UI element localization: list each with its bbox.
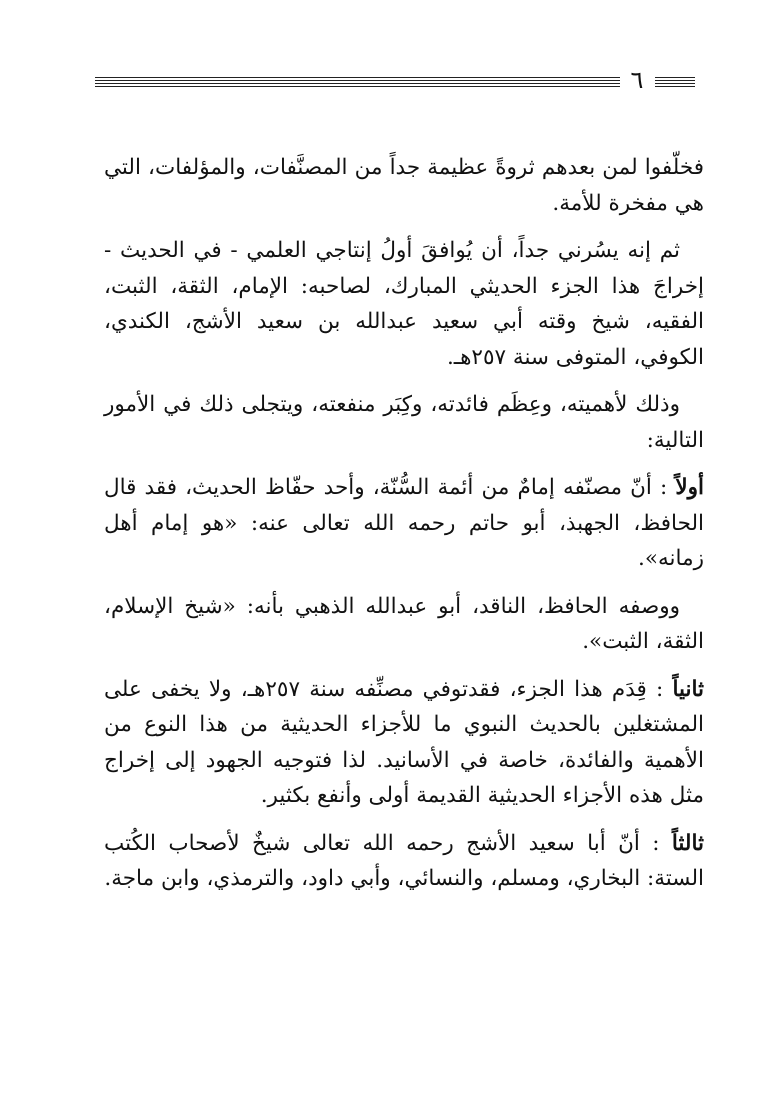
- paragraph-2: [104, 233, 704, 375]
- paragraph-lead: ثالثاً: [671, 830, 704, 856]
- header-rule-short: [655, 77, 695, 87]
- paragraph-text: : أنّ أبا سعيد الأشج رحمه الله تعالى شيخٌ لأصحاب الكُتب الستة: البخاري، ومسلم، والنسائي، وأبي داود، والترمذي، وابن ماجة.: [104, 830, 704, 891]
- paragraph-text: ووصفه الحافظ، الناقد، أبو عبدالله الذهبي بأنه: «شيخ الإسلام، الثقة، الثبت».: [104, 593, 704, 654]
- paragraph-1: [104, 150, 704, 221]
- paragraph-text: ثم إنه يسُرني جداً، أن يُوافقَ أولُ إنتاجي العلمي - في الحديث - إخراجَ هذا الجزء الحديثي المبارك، لصاحبه: الإمام، الثقة، الثبت، الفقيه، شيخ وقته أبي سعيد عبدالله بن سعيد الأشج، الكندي، الكوفي، المتوفى سنة ٢٥٧هـ.: [104, 238, 704, 370]
- paragraph-4: [104, 470, 704, 577]
- paragraph-3: [104, 387, 704, 458]
- paragraph-text: : أنّ مصنّفه إمامٌ من أئمة السُّنّة، وأحد حفّاظ الحديث، فقد قال الحافظ، الجهبذ، أبو حاتم رحمه الله تعالى عنه: «هو إمام أهل زمانه».: [104, 475, 704, 571]
- paragraph-text: فخلّفوا لمن بعدهم ثروةً عظيمة جداً من المصنَّفات، والمؤلفات، التي هي مفخرة للأمة.: [104, 155, 704, 216]
- page-header: [95, 66, 695, 94]
- paragraph-6: [104, 672, 704, 814]
- paragraph-text: وذلك لأهميته، وعِظَم فائدته، وكِبَر منفعته، ويتجلى ذلك في الأمور التالية:: [104, 392, 704, 453]
- paragraph-text: : قِدَم هذا الجزء، فقدتوفي مصنِّفه سنة ٢٥٧هـ، ولا يخفى على المشتغلين بالحديث النبوي ما للأجزاء الحديثية من هذا النوع من الأهمية والفائدة، خاصة في الأسانيد. لذا فتوجيه الجهود إلى إخراج مثل هذه الأجزاء الحديثية القديمة أولى وأنفع بكثير.: [104, 676, 704, 808]
- header-rule-long: [95, 77, 620, 87]
- page-number: ٦: [630, 66, 644, 94]
- paragraph-7: [104, 826, 704, 897]
- paragraph-5: [104, 589, 704, 660]
- paragraph-lead: أولاً: [675, 475, 704, 500]
- paragraph-lead: ثانياً: [672, 676, 704, 702]
- body-text: [104, 150, 704, 909]
